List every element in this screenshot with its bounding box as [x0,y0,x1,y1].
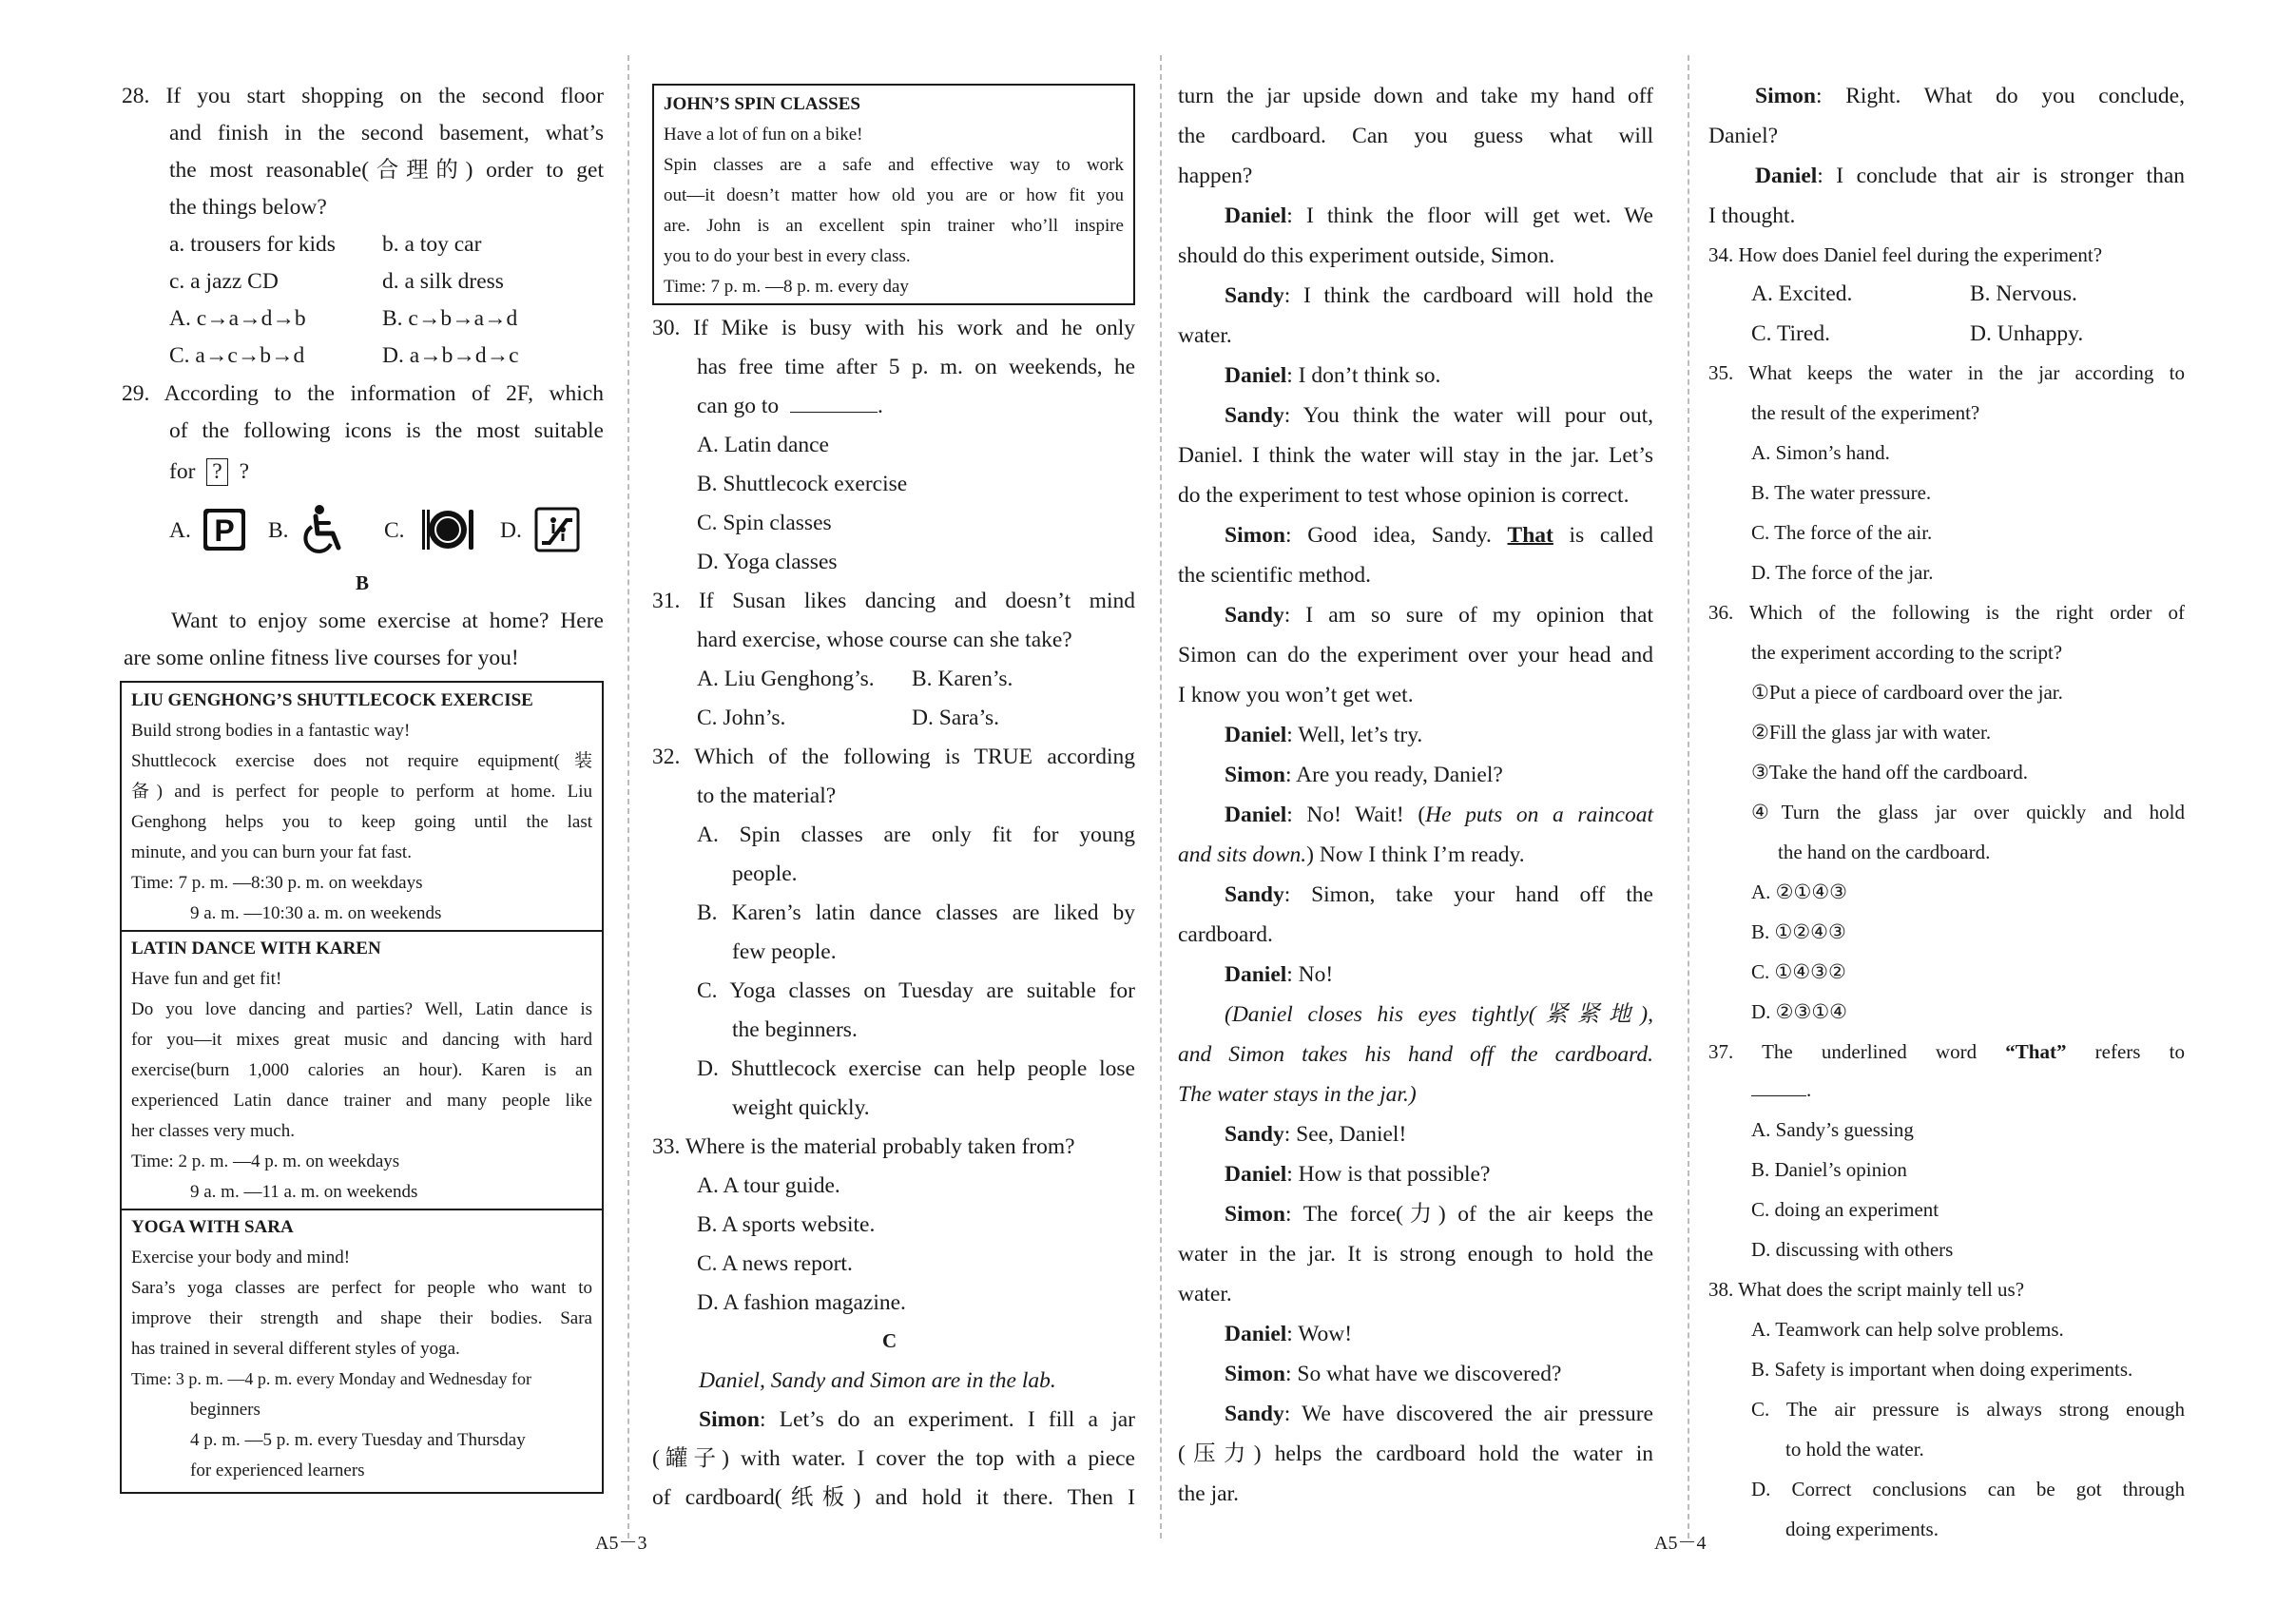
section-b-intro-1: Want to enjoy some exercise at home? Here [171,609,604,633]
q32-option-b[interactable]: B. Karen’s latin dance classes are liked by [697,900,1135,925]
dialogue-text: : Wow! [1286,1322,1353,1346]
dialogue-text: : No! Wait! ( [1286,803,1426,827]
q31-option-b[interactable]: B. Karen’s. [912,667,1013,691]
dialogue-text: : I am so sure of my opinion that [1283,603,1653,628]
box2-line-4: exercise(burn 1,000 calories an hour). Karen is an [131,1060,592,1080]
q29-option-b-label[interactable]: B. [268,518,289,543]
q29-option-a-label[interactable]: A. [169,518,191,543]
q32-option-b-cont[interactable]: few people. [732,939,837,964]
dialogue-sandy-3 [1225,605,1653,628]
q30-option-b[interactable]: B. Shuttlecock exercise [697,472,908,496]
dialogue-sandy-2-cont-1: Daniel. I think the water will stay in the jar. Let’s [1178,443,1653,468]
speaker-daniel: Daniel [1225,1322,1287,1346]
speaker-daniel: Daniel [1225,723,1287,747]
q30-option-c[interactable]: C. Spin classes [697,511,832,535]
speaker-simon: Simon [1225,523,1285,548]
q32-line-1: 32. Which of the following is TRUE according [652,745,1135,769]
section-b-intro-2: are some online fitness live courses for you! [124,646,519,670]
box2-line-3: for you—it mixes great music and dancing with hard [131,1030,592,1050]
speaker-simon: Simon [1225,1362,1285,1386]
dialogue-sandy-1-cont: water. [1178,323,1232,348]
box3-line-1: Exercise your body and mind! [131,1248,351,1267]
dialogue-text: : No! [1286,962,1334,987]
q28-option-b[interactable]: B. c→b→a→d [382,306,518,331]
q34-option-b[interactable]: B. Nervous. [1970,281,2077,306]
dialogue-text: : Are you ready, Daniel? [1285,763,1503,787]
q37-answer-blank[interactable] [1751,1095,1806,1096]
dialogue-daniel-3 [1225,725,1678,747]
q38-option-d[interactable]: D. Correct conclusions can be got through [1751,1478,2185,1500]
q37-line-1 [1708,1042,2185,1062]
dialogue-text: ) Now I think I’m ready. [1306,842,1525,867]
column-separator-3 [1688,55,1689,1538]
dialogue-sandy-2-cont-2: do the experiment to test whose opinion is correct. [1178,483,1630,508]
box3-line-4: has trained in several different styles of yoga. [131,1339,460,1359]
dialogue-sandy-6-cont-2: the jar. [1178,1481,1239,1506]
section-c-line-1 [699,1409,1135,1432]
dialogue-text: : We have discovered the air pressure [1283,1402,1653,1426]
q29-question-box: ? [206,458,227,486]
dialogue-text: : The force(力) of the air keeps the [1285,1202,1653,1227]
q32-option-a-cont[interactable]: people. [732,861,798,886]
q33-option-b[interactable]: B. A sports website. [697,1212,876,1237]
q36-step-2: ②Fill the glass jar with water. [1751,721,1992,744]
dialogue-sandy-2 [1225,405,1653,428]
q38-option-a[interactable]: A. Teamwork can help solve problems. [1751,1318,2064,1341]
q29-line-3 [169,458,623,486]
q28-line-1: 28. If you start shopping on the second floor [122,84,604,108]
q31-option-c[interactable]: C. John’s. [697,706,786,730]
speaker-sandy: Sandy [1225,283,1284,308]
dialogue-simon-2 [1225,764,1678,787]
q37-stem-end: refers to [2066,1040,2185,1063]
box2-title: LATIN DANCE WITH KAREN [131,938,381,958]
q35-option-a[interactable]: A. Simon’s hand. [1751,441,1890,464]
q37-option-a[interactable]: A. Sandy’s guessing [1751,1118,1914,1141]
q30-line-1: 30. If Mike is busy with his work and he only [652,316,1135,340]
c3-line-1: turn the jar upside down and take my hand off [1178,84,1653,108]
dialogue-daniel-5 [1225,964,1678,987]
q30-answer-blank[interactable] [790,412,878,413]
q37-stem-start: 37. The underlined word [1708,1040,2006,1063]
dialogue-sandy-6-cont-1: (压力) helps the cardboard hold the water in [1178,1442,1653,1466]
dialogue-text: : So what have we discovered? [1285,1362,1562,1386]
dialogue-sandy-3-cont-1: Simon can do the experiment over your head and [1178,643,1653,668]
box1-line-4: Genghong helps you to keep going until the last [131,812,592,832]
speaker-simon: Simon [1225,1202,1285,1227]
escalator-icon[interactable] [534,507,580,552]
page-number-right: A5－4 [1654,1533,1707,1554]
speaker-daniel: Daniel [1225,203,1287,228]
speaker-simon: Simon [1755,84,1816,108]
box4-time: Time: 7 p. m. —8 p. m. every day [664,277,909,297]
svg-text:P: P [214,513,235,548]
speaker-sandy: Sandy [1225,1122,1284,1147]
speaker-sandy: Sandy [1225,882,1284,907]
stage-direction: He puts on a raincoat [1425,803,1653,827]
q36-option-a[interactable]: A. ②①④③ [1751,880,1847,903]
q38-option-d-cont[interactable]: doing experiments. [1785,1518,1939,1540]
column-2 [595,0,1152,1606]
q36-line-2: the experiment according to the script? [1751,641,2063,664]
column-separator-1 [627,55,629,1538]
q36-option-d[interactable]: D. ②③①④ [1751,1000,1847,1023]
q33-option-c[interactable]: C. A news report. [697,1251,853,1276]
underlined-word-that: That [1507,523,1553,548]
q35-option-c[interactable]: C. The force of the air. [1751,521,1933,544]
stage-direction: and sits down. [1178,842,1307,867]
box2-line-1: Have fun and get fit! [131,969,282,989]
q36-step-1: ①Put a piece of cardboard over the jar. [1751,681,2063,704]
speaker-sandy: Sandy [1225,1402,1284,1426]
q37-option-c[interactable]: C. doing an experiment [1751,1198,1939,1221]
q31-option-d[interactable]: D. Sara’s. [912,706,1000,730]
speaker-sandy: Sandy [1225,403,1284,428]
dialogue-simon-3 [1225,1204,1653,1227]
dialogue-sandy-1 [1225,285,1653,308]
dialogue-text: : Well, let’s try. [1286,723,1423,747]
box1-line-5: minute, and you can burn your fat fast. [131,842,412,862]
dialogue-simon-5-cont: Daniel? [1708,124,1779,148]
dialogue-daniel-4-cont [1178,844,1678,867]
box3-time-1: Time: 3 p. m. —4 p. m. every Monday and Wednesday for [131,1369,531,1388]
q28-option-d[interactable]: D. a→b→d→c [382,343,519,368]
dialogue-text: : Right. What do you conclude, [1816,84,2185,108]
q30-line-2: has free time after 5 p. m. on weekends, he [697,355,1135,379]
wheelchair-icon[interactable] [300,504,350,555]
box2-time-1: Time: 2 p. m. —4 p. m. on weekdays [131,1151,400,1171]
section-c-line-2: (罐子) with water. I cover the top with a piece [652,1446,1135,1471]
dialogue-text: : I think the cardboard will hold the [1283,283,1653,308]
q37-option-d[interactable]: D. discussing with others [1751,1238,1954,1261]
section-c-heading: C [882,1329,897,1352]
q32-option-d[interactable]: D. Shuttlecock exercise can help people lose [697,1056,1135,1081]
parking-icon[interactable] [202,507,247,552]
section-c-line-1-text: : Let’s do an experiment. I fill a jar [760,1407,1135,1432]
dialogue-sandy-4 [1225,884,1653,907]
speaker-daniel: Daniel [1755,164,1818,188]
q28-item-a: a. trousers for kids [169,232,336,257]
q33-option-d[interactable]: D. A fashion magazine. [697,1290,906,1315]
dialogue-simon-3-cont-2: water. [1178,1282,1232,1306]
dialogue-sandy-4-cont: cardboard. [1178,922,1273,947]
dining-icon[interactable] [418,506,477,553]
box3-line-3: improve their strength and shape their bodies. Sara [131,1308,592,1328]
stage-direction-3: The water stays in the jar.) [1178,1082,1417,1107]
box2-line-2: Do you love dancing and parties? Well, Latin dance is [131,999,592,1019]
box1-title: LIU GENGHONG’S SHUTTLECOCK EXERCISE [131,690,533,710]
q28-line-3: the most reasonable(合理的) order to get [169,158,604,183]
box1-time-1: Time: 7 p. m. —8:30 p. m. on weekdays [131,873,423,893]
q32-line-2: to the material? [697,784,837,808]
section-b-heading: B [356,571,370,594]
q34-option-d[interactable]: D. Unhappy. [1970,321,2084,346]
q36-step-4: ④Turn the glass jar over quickly and hold [1751,801,2185,823]
q29-line-1: 29. According to the information of 2F, which [122,381,604,406]
q33-option-a[interactable]: A. A tour guide. [697,1173,840,1198]
section-c-intro: Daniel, Sandy and Simon are in the lab. [699,1368,1056,1393]
q36-line-1: 36. Which of the following is the right order of [1708,601,2185,624]
dialogue-daniel-8 [1755,165,2185,188]
q34-line: 34. How does Daniel feel during the experiment? [1708,243,2103,266]
q32-option-c[interactable]: C. Yoga classes on Tuesday are suitable for [697,978,1135,1003]
q31-line-2: hard exercise, whose course can she take? [697,628,1072,652]
q32-option-c-cont[interactable]: the beginners. [732,1017,858,1042]
q36-option-b[interactable]: B. ①②④③ [1751,920,1846,943]
column-separator-2 [1160,55,1162,1538]
dialogue-daniel-1 [1225,205,1653,228]
box1-line-2: Shuttlecock exercise does not require equipment(装 [131,751,592,771]
q36-step-4-cont: the hand on the cardboard. [1778,841,1991,863]
q36-step-3: ③Take the hand off the cardboard. [1751,761,2029,784]
dialogue-sandy-6 [1225,1403,1653,1426]
box1-time-2: 9 a. m. —10:30 a. m. on weekends [190,903,442,923]
q37-line-2: . [1751,1080,2208,1100]
dialogue-simon-5 [1755,86,2185,108]
dialogue-text: : I think the floor will get wet. We [1286,203,1653,228]
box1-line-1: Build strong bodies in a fantastic way! [131,721,411,741]
column-1 [0,0,623,1606]
q32-option-d-cont[interactable]: weight quickly. [732,1095,870,1120]
speaker-daniel: Daniel [1225,803,1287,827]
box4-line-5: you to do your best in every class. [664,246,911,266]
q30-line-3: can go to . [697,394,883,418]
box4-line-3: out—it doesn’t matter how old you are or how fit you [664,185,1124,205]
q28-line-4: the things below? [169,195,327,220]
q28-line-2: and finish in the second basement, what’s [169,121,604,145]
q29-for-label: for [169,459,196,484]
dialogue-sandy-5 [1225,1124,1678,1147]
q37-option-b[interactable]: B. Daniel’s opinion [1751,1158,1907,1181]
q38-option-b[interactable]: B. Safety is important when doing experiments. [1751,1358,2133,1381]
q31-option-a[interactable]: A. Liu Genghong’s. [697,667,875,691]
speaker-simon: Simon [699,1407,760,1432]
q31-line-1: 31. If Susan likes dancing and doesn’t mind [652,589,1135,613]
q35-line-2: the result of the experiment? [1751,401,1980,424]
dialogue-text: : I don’t think so. [1286,363,1441,388]
dialogue-simon-3-cont-1: water in the jar. It is strong enough to hold the [1178,1242,1653,1267]
dialogue-text: : Good idea, Sandy. [1285,523,1508,548]
q33-line: 33. Where is the material probably taken from? [652,1134,1075,1159]
q34-option-c[interactable]: C. Tired. [1751,321,1830,346]
box4-title: JOHN’S SPIN CLASSES [664,94,860,114]
q38-option-c-cont[interactable]: to hold the water. [1785,1438,1924,1461]
speaker-simon: Simon [1225,763,1285,787]
q28-option-c[interactable]: C. a→c→b→d [169,343,305,368]
q35-line-1: 35. What keeps the water in the jar according to [1708,361,2185,384]
box3-line-2: Sara’s yoga classes are perfect for people who want to [131,1278,592,1298]
box4-line-2: Spin classes are a safe and effective way to work [664,155,1124,175]
dialogue-text: is called [1553,523,1653,548]
q35-option-b[interactable]: B. The water pressure. [1751,481,1932,504]
q38-line: 38. What does the script mainly tell us? [1708,1278,2025,1301]
dialogue-simon-1-cont: the scientific method. [1178,563,1371,588]
box4-johns-spin-classes [652,84,1135,305]
q30-option-d[interactable]: D. Yoga classes [697,550,838,574]
stage-direction-1: (Daniel closes his eyes tightly(紧紧地), [1225,1002,1653,1027]
dialogue-daniel-2 [1225,365,1678,388]
dialogue-daniel-8-cont: I thought. [1708,203,1796,228]
box-divider-2 [122,1209,602,1210]
box1-line-3: 备) and is perfect for people to perform at home. Liu [131,782,592,802]
speaker-sandy: Sandy [1225,603,1284,628]
q28-item-c: c. a jazz CD [169,269,279,294]
box2-time-2: 9 a. m. —11 a. m. on weekends [190,1182,418,1202]
q37-word: “That” [2005,1040,2067,1063]
box4-line-4: are. John is an excellent spin trainer who’ll inspire [664,216,1124,236]
q28-item-b: b. a toy car [382,232,482,257]
q30-stem-end: can go to [697,394,780,418]
box2-line-6: her classes very much. [131,1121,295,1141]
speaker-daniel: Daniel [1225,962,1287,987]
q35-option-d[interactable]: D. The force of the jar. [1751,561,1934,584]
dialogue-sandy-3-cont-2: I know you won’t get wet. [1178,683,1414,707]
q29-qmark: ? [239,459,250,484]
c3-line-3: happen? [1178,164,1253,188]
stage-direction-2: and Simon takes his hand off the cardboard. [1178,1042,1653,1067]
dialogue-text: : I conclude that air is stronger than [1817,164,2185,188]
box3-time-2: 4 p. m. —5 p. m. every Tuesday and Thursday [190,1430,526,1450]
box4-line-1: Have a lot of fun on a bike! [664,125,863,145]
speaker-daniel: Daniel [1225,363,1287,388]
column-4 [1654,0,2208,1606]
q28-item-d: d. a silk dress [382,269,504,294]
dialogue-daniel-1-cont: should do this experiment outside, Simon. [1178,243,1555,268]
q34-option-a[interactable]: A. Excited. [1751,281,1853,306]
q32-option-a[interactable]: A. Spin classes are only fit for young [697,822,1135,847]
box3-time-1b: beginners [190,1400,260,1420]
dialogue-text: : You think the water will pour out, [1283,403,1653,428]
box3-time-2b: for experienced learners [190,1461,365,1480]
q38-option-c[interactable]: C. The air pressure is always strong enough [1751,1398,2185,1421]
c3-line-2: the cardboard. Can you guess what will [1178,124,1653,148]
dialogue-text: : How is that possible? [1286,1162,1491,1187]
page-number-left: A5－3 [595,1533,647,1554]
box-divider-1 [122,930,602,932]
dialogue-text: : See, Daniel! [1283,1122,1407,1147]
dialogue-daniel-6 [1225,1164,1678,1187]
box3-title: YOGA WITH SARA [131,1217,294,1237]
section-c-line-3: of cardboard(纸板) and hold it there. Then I [652,1485,1135,1510]
dialogue-simon-1 [1225,525,1653,548]
q36-option-c[interactable]: C. ①④③② [1751,960,1846,983]
q29-line-2: of the following icons is the most suitable [169,418,604,443]
q29-option-c-label[interactable]: C. [384,518,405,543]
speaker-daniel: Daniel [1225,1162,1287,1187]
course-boxes [120,681,604,1494]
q30-option-a[interactable]: A. Latin dance [697,433,829,457]
q29-option-d-label[interactable]: D. [500,518,522,543]
dialogue-simon-4 [1225,1364,1678,1386]
dialogue-text: : Simon, take your hand off the [1283,882,1653,907]
q28-option-a[interactable]: A. c→a→d→b [169,306,306,331]
box2-line-5: experienced Latin dance trainer and many people like [131,1091,592,1111]
dialogue-daniel-4 [1225,804,1653,827]
column-3 [1165,0,1678,1606]
dialogue-daniel-7 [1225,1324,1678,1346]
